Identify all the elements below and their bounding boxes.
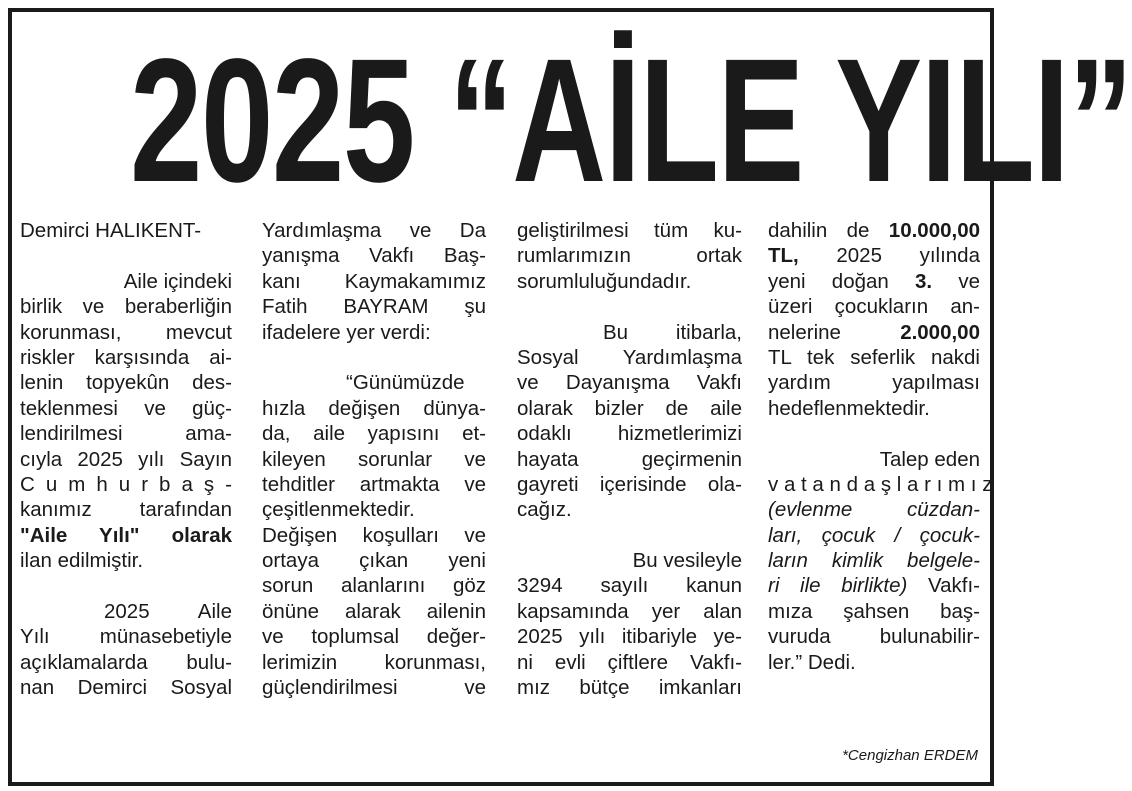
text-line: Değişen koşulları ve bbox=[262, 523, 486, 547]
text-line: Demirci HALIKENT- bbox=[20, 219, 202, 242]
article-column-3 bbox=[517, 218, 742, 700]
text-line: kanı Kaymakamımız bbox=[262, 269, 486, 293]
text-line: kapsamında yer alan bbox=[517, 599, 742, 623]
paragraph-gap bbox=[20, 243, 232, 268]
article-column-4 bbox=[768, 218, 993, 675]
text-line: Talep eden bbox=[879, 447, 980, 471]
text-line: yanışma Vakfı Baş- bbox=[262, 244, 486, 268]
text-line: birlik ve beraberliğin bbox=[20, 295, 232, 319]
text-line: lerimizin korunması, bbox=[262, 650, 486, 674]
author-credit: *Cengizhan ERDEM bbox=[842, 747, 978, 764]
text-line: ilan edilmiştir. bbox=[20, 549, 144, 573]
text-line: çeşitlenmektedir. bbox=[262, 498, 415, 522]
text-line: yardım yapılması bbox=[768, 371, 980, 395]
text-line: ni evli çiftlere Vakfı- bbox=[517, 650, 742, 674]
text-line: geliştirilmesi tüm ku- bbox=[517, 219, 742, 242]
text-line: ifadelere yer verdi: bbox=[262, 320, 431, 344]
text-line: “Günümüzde bbox=[346, 371, 465, 395]
text-line: odaklı hizmetlerimizi bbox=[517, 422, 742, 446]
text-line: hızla değişen dünya- bbox=[262, 396, 486, 420]
text-line: önüne alarak ailenin bbox=[262, 599, 486, 623]
text-line: hayata geçirmenin bbox=[517, 447, 742, 471]
headline: 2025 “AİLE YILI” bbox=[130, 23, 1132, 219]
text-line-italic: ları, çocuk / çocuk- bbox=[768, 523, 980, 547]
text-line: rumlarımızın ortak bbox=[517, 244, 742, 268]
text-line-bold: "Aile Yılı" olarak bbox=[20, 523, 232, 547]
text-line: v a t a n d a ş l a r ı m ı z bbox=[768, 472, 993, 496]
text-line: açıklamalarda bulu- bbox=[20, 650, 232, 674]
text-line-rich: yeni doğan 3. ve bbox=[768, 269, 980, 293]
text-line: vuruda bulunabilir- bbox=[768, 625, 980, 649]
text-line: 3294 sayılı kanun bbox=[517, 574, 742, 598]
text-line: Fatih BAYRAM şu bbox=[262, 295, 486, 319]
text-line: Yılı münasebetiyle bbox=[20, 625, 232, 649]
text-line: C u m h u r b a ş - bbox=[20, 472, 232, 496]
text-line: 2025 Aile bbox=[104, 599, 232, 623]
text-line-rich: dahilin de 10.000,00 bbox=[768, 219, 980, 242]
text-line: güçlendirilmesi ve bbox=[262, 676, 486, 700]
text-line: gayreti içerisinde ola- bbox=[517, 472, 742, 496]
text-line: cağız. bbox=[517, 498, 572, 522]
article-column-2 bbox=[262, 218, 486, 700]
text-line: 2025 yılı itibariyle ye- bbox=[517, 625, 742, 649]
text-line: ve toplumsal değer- bbox=[262, 625, 486, 649]
text-line: hedeflenmektedir. bbox=[768, 396, 930, 420]
text-line-italic: (evlenme cüzdan- bbox=[768, 498, 980, 522]
text-line-rich: ri ile birlikte) Vakfı- bbox=[768, 574, 980, 598]
paragraph-gap bbox=[262, 345, 486, 370]
text-line: cıyla 2025 yılı Sayın bbox=[20, 447, 232, 471]
text-line: nan Demirci Sosyal bbox=[20, 676, 232, 700]
paragraph-gap bbox=[20, 573, 232, 598]
text-line: kileyen sorunlar ve bbox=[262, 447, 486, 471]
text-line: Aile içindeki bbox=[123, 269, 232, 293]
text-line: Sosyal Yardımlaşma bbox=[517, 345, 742, 369]
text-line: olarak bizler de aile bbox=[517, 396, 742, 420]
paragraph-gap bbox=[517, 294, 742, 319]
text-line: üzeri çocukların an- bbox=[768, 295, 980, 319]
text-line-rich: TL, 2025 yılında bbox=[768, 244, 980, 268]
text-line: ler.” Dedi. bbox=[768, 650, 856, 674]
text-line: Bu vesileyle bbox=[632, 549, 742, 573]
text-line: sorun alanlarını göz bbox=[262, 574, 486, 598]
text-line: Yardımlaşma ve Da bbox=[262, 219, 486, 242]
text-line: kanımız tarafından bbox=[20, 498, 232, 522]
text-line: mıza şahsen baş- bbox=[768, 599, 980, 623]
article-column-1 bbox=[20, 218, 232, 700]
paragraph-gap bbox=[517, 523, 742, 548]
text-line: lendirilmesi ama- bbox=[20, 422, 232, 446]
text-line-rich: nelerine 2.000,00 bbox=[768, 320, 980, 344]
text-line: lenin topyekûn des- bbox=[20, 371, 232, 395]
text-line: ve Dayanışma Vakfı bbox=[517, 371, 742, 395]
text-line: Bu itibarla, bbox=[603, 320, 742, 344]
text-line: TL tek seferlik nakdi bbox=[768, 345, 980, 369]
text-line: riskler karşısında ai- bbox=[20, 345, 232, 369]
text-line-italic: ların kimlik belgele- bbox=[768, 549, 980, 573]
text-line: teklenmesi ve güç- bbox=[20, 396, 232, 420]
paragraph-gap bbox=[768, 421, 980, 446]
text-line: korunması, mevcut bbox=[20, 320, 232, 344]
text-line: mız bütçe imkanları bbox=[517, 676, 742, 700]
text-line: da, aile yapısını et- bbox=[262, 422, 486, 446]
text-line: ortaya çıkan yeni bbox=[262, 549, 486, 573]
text-line: tehditler artmakta ve bbox=[262, 472, 486, 496]
text-line: sorumluluğundadır. bbox=[517, 269, 692, 293]
